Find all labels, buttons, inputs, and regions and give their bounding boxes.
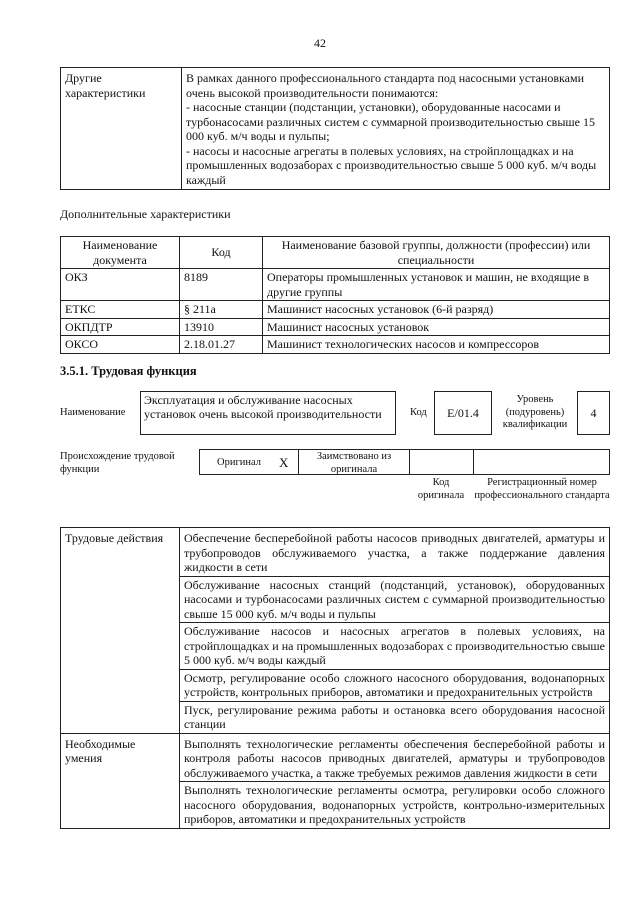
other-characteristics-line: - насосные станции (подстанции, установки), оборудованные насосами и турбонасосами различных систем с суммарной производительностью свыше 15 000 куб. м/ч воды и пульпы; [186, 100, 595, 143]
code-original-box [409, 449, 474, 475]
action-item: Обслуживание насосов и насосных агрегатов в полевых условиях, на стройплощадках и на промышленных водозаборах с производительностью свыше 5 000 куб. м/ч воды каждый [180, 623, 610, 670]
table-row [61, 301, 610, 319]
other-characteristics-text [182, 68, 610, 190]
header-code: Код [180, 237, 263, 269]
level-value: 4 [590, 406, 597, 420]
doc-name-cell: ОКСО [61, 336, 180, 354]
code-original-label: Код оригинала [417, 477, 465, 501]
function-code-box [434, 391, 492, 435]
original-label: Оригинал [217, 457, 261, 468]
doc-name-cell: ОКПДТР [61, 318, 180, 336]
group-name-cell: Машинист технологических насосов и компрессоров [263, 336, 610, 354]
group-name-cell: Операторы промышленных установок и машин, не входящие в другие группы [263, 269, 610, 301]
skills-label: Необходимые умения [61, 733, 180, 828]
group-name-cell: Машинист насосных установок [263, 318, 610, 336]
action-item: Обслуживание насосных станций (подстанций, установок), оборудованных насосами и турбонасосами различных систем с суммарной производительностью свыше 15 000 куб. м/ч воды и пульпы [180, 576, 610, 623]
reg-number-label: Регистрационный номер профессионального стандарта [474, 477, 610, 501]
other-characteristics-table [60, 67, 610, 190]
function-code-label: Код [410, 407, 427, 418]
additional-heading: Дополнительные характеристики [60, 207, 231, 221]
other-characteristics-line: В рамках данного профессионального стандарта под насосными установками очень высокой производительности понимаются: [186, 71, 585, 100]
other-characteristics-label: Другие характеристики [61, 68, 182, 190]
skill-item: Выполнять технологические регламенты обеспечения бесперебойной работы и контроля работы насосов приводных двигателей, арматуры и трубопроводов обслуживаемого участка, а также требуемых режимов давления жидкости в сети [180, 733, 610, 782]
table-row [61, 318, 610, 336]
header-group-name: Наименование базовой группы, должности (профессии) или специальности [263, 237, 610, 269]
actions-skills-table [60, 527, 610, 829]
borrowed-label: Заимствовано из оригинала [316, 451, 392, 475]
code-cell: 13910 [180, 318, 263, 336]
function-name-box [140, 391, 396, 435]
action-item: Пуск, регулирование режима работы и остановка всего оборудования насосной станции [180, 701, 610, 733]
table-row [61, 336, 610, 354]
code-cell: § 211а [180, 301, 263, 319]
table-row [61, 528, 610, 577]
function-code-value: E/01.4 [447, 406, 479, 420]
function-name-value: Эксплуатация и обслуживание насосных установок очень высокой производительности [144, 393, 382, 421]
code-cell: 8189 [180, 269, 263, 301]
action-item: Осмотр, регулирование особо сложного насосного оборудования, водонапорных устройств, контрольных приборов, автоматики и предохранительных устройств [180, 669, 610, 701]
level-label: Уровень (подуровень) квалификации [502, 394, 568, 430]
doc-name-cell: ЕТКС [61, 301, 180, 319]
page-number: 42 [314, 36, 326, 50]
original-mark: X [279, 455, 289, 470]
code-cell: 2.18.01.27 [180, 336, 263, 354]
origin-original-box [199, 449, 299, 475]
action-item: Обеспечение бесперебойной работы насосов приводных двигателей, арматуры и трубопроводов обслуживаемого участка, а также поддержание давления жидкости в сети [180, 528, 610, 577]
group-name-cell: Машинист насосных установок (6-й разряд) [263, 301, 610, 319]
doc-name-cell: ОКЗ [61, 269, 180, 301]
function-name-label: Наименование [60, 407, 126, 418]
actions-label: Трудовые действия [61, 528, 180, 734]
table-row [61, 733, 610, 782]
level-box [577, 391, 610, 435]
reg-number-box [473, 449, 610, 475]
table-row [61, 269, 610, 301]
additional-table [60, 236, 610, 354]
origin-label: Происхождение трудовой функции [60, 451, 175, 475]
skill-item: Выполнять технологические регламенты осмотра, регулировки особо сложного насосного оборудования, водонапорных устройств, контрольно-измерительных приборов, автоматики и предохранительных устройств [180, 782, 610, 829]
borrowed-box [298, 449, 410, 475]
function-title: 3.5.1. Трудовая функция [60, 364, 197, 378]
header-doc-name: Наименование документа [61, 237, 180, 269]
additional-header-row [61, 237, 610, 269]
other-characteristics-line: - насосы и насосные агрегаты в полевых условиях, на стройплощадках и на промышленных водозаборах с производительностью свыше 5 000 куб. м/ч воды каждый [186, 143, 597, 187]
